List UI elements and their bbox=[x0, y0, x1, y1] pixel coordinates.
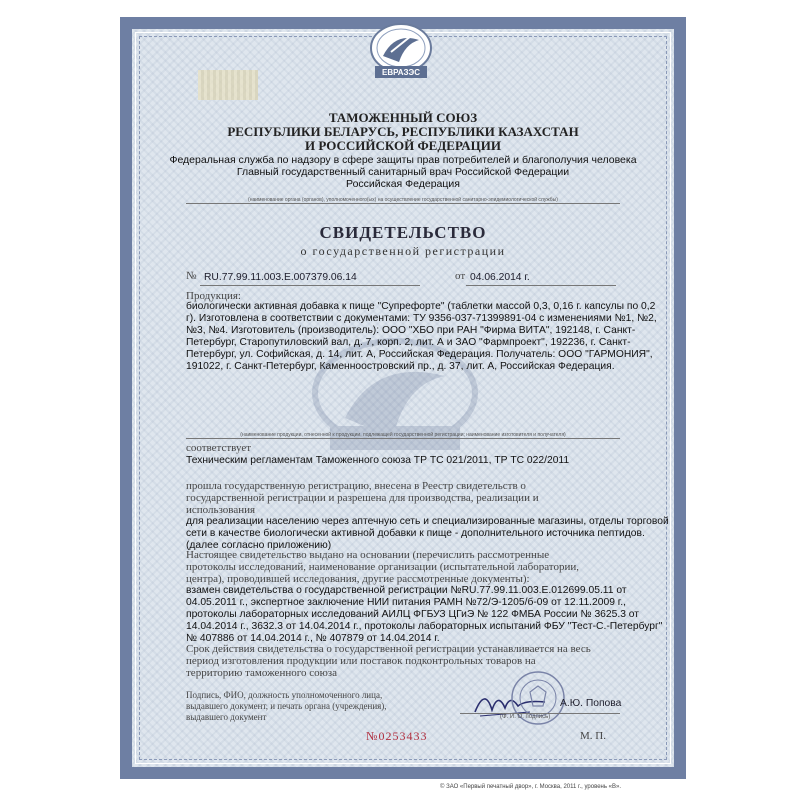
registration-statement bbox=[186, 480, 620, 516]
emblem-text: ЕВРАЗЭС bbox=[381, 68, 421, 77]
product-caption: (наименование продукции, отнесенной к продукции, подлежащей государственной регистрации; наименование изготовителя и получателя) bbox=[240, 432, 566, 438]
basis-document-line: взамен свидетельства о государственной регистрации №RU.77.99.11.003.Е.012699.05.11 от bbox=[186, 585, 627, 596]
product-line: г). Изготовлена в соответствии с документами: ТУ 9356-037-71399891-04 с изменениями №1, №2, bbox=[186, 313, 657, 324]
date-label: от bbox=[455, 270, 466, 282]
agency-line-3: Российская Федерация bbox=[346, 178, 460, 190]
number-underline bbox=[200, 285, 420, 286]
signature-label-line: выдавшего документ, и печать органа (учреждения), bbox=[186, 701, 387, 711]
number-label: № bbox=[186, 270, 197, 282]
compliance-label: соответствует bbox=[186, 442, 252, 454]
validity-line: Срок действия свидетельства о государственной регистрации устанавливается на весь bbox=[186, 643, 591, 655]
basis-statement-line: протоколы исследований, наименование организации (испытательной лаборатории, bbox=[186, 561, 579, 573]
signature-label-line: выдавшего документ bbox=[186, 712, 267, 722]
product-line: №3, №4. Изготовитель (производитель): ООО "ХБО при РАН "Фирма ВИТА", 192148, г. Санкт- bbox=[186, 325, 636, 336]
product-description bbox=[186, 301, 657, 373]
registration-statement-line: государственной регистрации и разрешена для производства, реализации и bbox=[186, 492, 539, 504]
date-underline bbox=[466, 285, 616, 286]
basis-document-line: № 407886 от 14.04.2014 г., № 407879 от 14.04.2014 г. bbox=[186, 633, 440, 644]
usage-description bbox=[186, 516, 669, 552]
usage-line: для реализации населению через аптечную сеть и специализированные магазины, отделы торговой bbox=[186, 516, 669, 527]
divider bbox=[186, 203, 620, 204]
seal-placeholder: М. П. bbox=[580, 730, 606, 742]
agency-caption: (наименование органа (органов), уполномоченного(ых) на осуществление государственной санитарно-эпидемиологической службы) bbox=[248, 197, 558, 203]
printer-info: © ЗАО «Первый печатный двор», г. Москва, 2011 г., уровень «В». bbox=[440, 784, 621, 790]
basis-document-line: 04.05.2011 г., экспертное заключение НИИ питания РАМН №72/Э-1205/б-09 от 12.11.2009 г., bbox=[186, 597, 627, 608]
usage-line: сети в качестве биологически активной добавки к пище - дополнительного источника пептидов. bbox=[186, 528, 645, 539]
usage-line: (далее согласно приложению) bbox=[186, 540, 332, 551]
signatory-name: А.Ю. Попова bbox=[560, 698, 622, 709]
header-customs-union: ТАМОЖЕННЫЙ СОЮЗ bbox=[328, 110, 478, 125]
validity-line: период изготовления продукции или поставок подконтрольных товаров на bbox=[186, 655, 536, 667]
signature-caption: (Ф. И. О. подпись) bbox=[500, 714, 551, 720]
signature-label-line: Подпись, ФИО, должность уполномоченного лица, bbox=[186, 690, 383, 700]
product-label: Продукция: bbox=[186, 290, 241, 302]
basis-documents bbox=[186, 585, 663, 645]
basis-statement-line: Настоящее свидетельство выдано на основании (перечислить рассмотренные bbox=[186, 549, 550, 561]
registration-number: RU.77.99.11.003.Е.007379.06.14 bbox=[204, 272, 357, 283]
validity-line: территорию таможенного союза bbox=[186, 667, 338, 679]
registration-statement-line: использования bbox=[186, 504, 256, 516]
header-russian-federation: И РОССИЙСКОЙ ФЕДЕРАЦИИ bbox=[305, 138, 501, 153]
product-line: биологически активная добавка к пище "Супрефорте" (таблетки массой 0,3, 0,16 г. капсулы по 0,2 bbox=[186, 301, 656, 312]
product-line: Петербург, Старопутиловский вал, д. 7, корп. 2, лит. А и ЗАО "Фармпроект", 192236, г. Санкт- bbox=[186, 337, 631, 348]
basis-statement-line: центра), проводившей исследования, другие рассмотренные документы): bbox=[186, 573, 530, 585]
basis-document-line: протоколы лабораторных исследований АИЛЦ ФГБУЗ ЦГиЭ № 122 ФМБА России № 3625.3 от bbox=[186, 609, 640, 620]
registration-statement-line: прошла государственную регистрацию, внесена в Реестр свидетельств о bbox=[186, 480, 526, 492]
basis-statement bbox=[186, 549, 620, 585]
serial-number: №0253433 bbox=[366, 729, 428, 743]
hologram-strip bbox=[198, 70, 258, 100]
divider bbox=[186, 438, 620, 439]
product-line: 191022, г. Санкт-Петербург, Каменноостровский пр., д. 37, лит. А, Российская Федерация. bbox=[186, 361, 615, 372]
document-subtitle: о государственной регистрации bbox=[300, 244, 506, 258]
agency-line-2: Главный государственный санитарный врач Российской Федерации bbox=[236, 166, 570, 178]
eurasec-emblem-icon bbox=[365, 22, 437, 80]
product-line: Петербург, ул. Софийская, д. 14, лит. А, Российская Федерация. Получатель: ООО "ГАРМОНИЯ", bbox=[186, 349, 653, 360]
signature-label bbox=[186, 690, 387, 723]
registration-date: 04.06.2014 г. bbox=[470, 272, 530, 283]
agency-line-1: Федеральная служба по надзору в сфере защиты прав потребителей и благополучия человека bbox=[169, 154, 637, 166]
header-republics: РЕСПУБЛИКИ БЕЛАРУСЬ, РЕСПУБЛИКИ КАЗАХСТАН bbox=[227, 124, 579, 139]
compliance-text: Техническим регламентам Таможенного союза ТР ТС 021/2011, ТР ТС 022/2011 bbox=[186, 455, 570, 466]
basis-document-line: 14.04.2014 г., 3632.3 от 14.04.2014 г., протоколы лабораторных испытаний ФБУ "Тест-С.-Петербург" bbox=[186, 621, 663, 632]
document-title: СВИДЕТЕЛЬСТВО bbox=[319, 223, 487, 242]
